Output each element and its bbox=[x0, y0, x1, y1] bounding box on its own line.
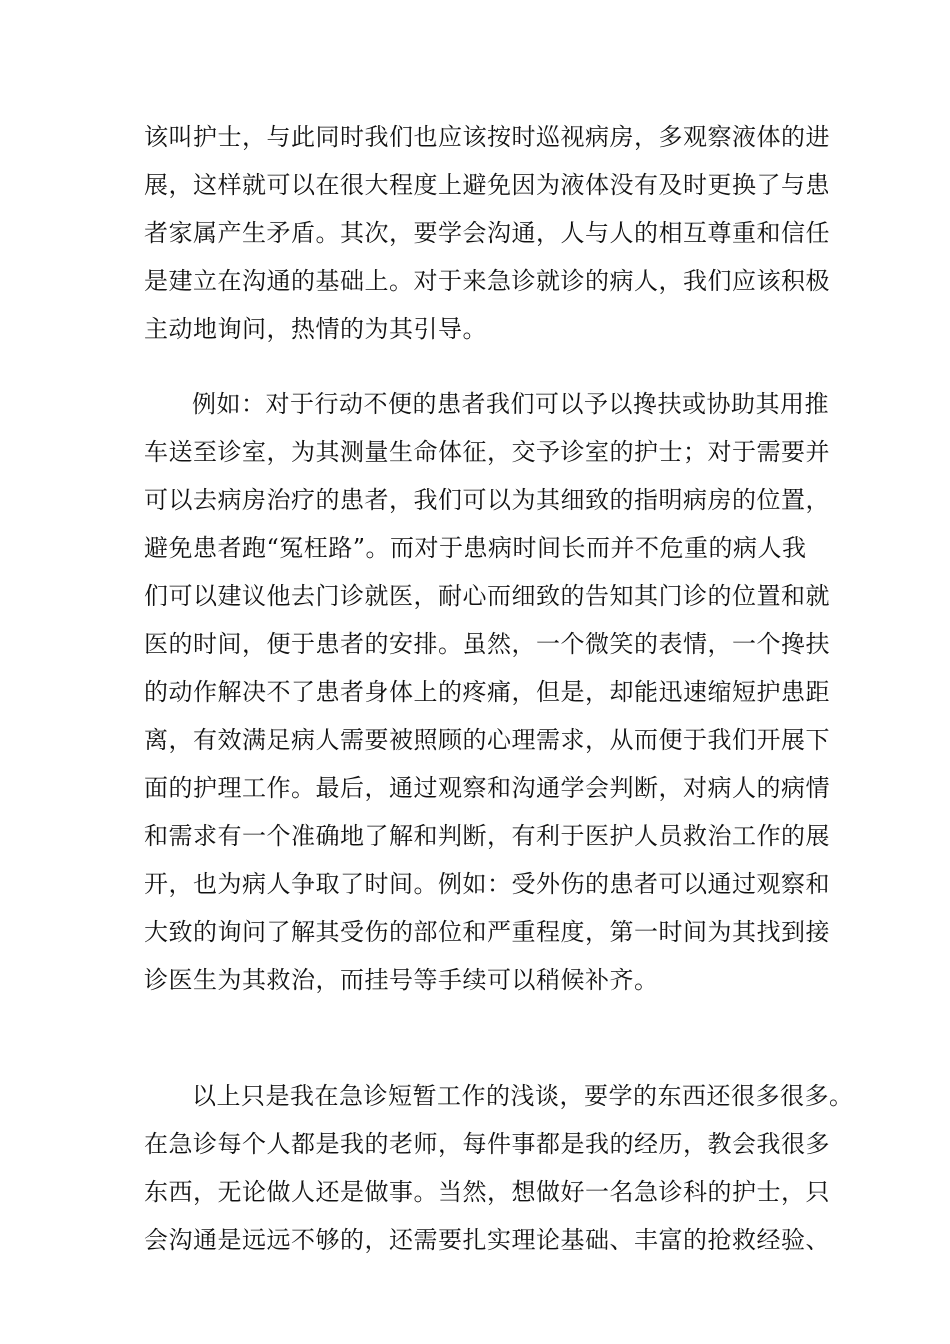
text-line: 以上只是我在急诊短暂工作的浅谈，要学的东西还很多很多。 bbox=[192, 1082, 854, 1110]
text-line: 可以去病房治疗的患者，我们可以为其细致的指明病房的位置， bbox=[144, 486, 830, 514]
text-line: 者家属产生矛盾。其次，要学会沟通，人与人的相互尊重和信任 bbox=[144, 219, 830, 247]
text-line: 会沟通是远远不够的，还需要扎实理论基础、丰富的抢救经验、 bbox=[144, 1226, 830, 1254]
text-line: 面的护理工作。最后，通过观察和沟通学会判断，对病人的病情 bbox=[144, 774, 830, 802]
text-line: 主动地询问，热情的为其引导。 bbox=[144, 315, 487, 343]
text-line: 们可以建议他去门诊就医，耐心而细致的告知其门诊的位置和就 bbox=[144, 582, 830, 610]
text-line: 避免患者跑“冤枉路”。而对于患病时间长而并不危重的病人我 bbox=[144, 534, 807, 562]
text-line: 在急诊每个人都是我的老师，每件事都是我的经历，教会我很多 bbox=[144, 1130, 830, 1158]
text-line: 例如：对于行动不便的患者我们可以予以搀扶或协助其用推 bbox=[192, 390, 829, 418]
text-line: 的动作解决不了患者身体上的疼痛，但是，却能迅速缩短护患距 bbox=[144, 678, 830, 706]
text-line: 大致的询问了解其受伤的部位和严重程度，第一时间为其找到接 bbox=[144, 918, 830, 946]
text-line: 诊医生为其救治，而挂号等手续可以稍候补齐。 bbox=[144, 966, 659, 994]
text-line: 离，有效满足病人需要被照顾的心理需求，从而便于我们开展下 bbox=[144, 726, 830, 754]
text-line: 开，也为病人争取了时间。例如：受外伤的患者可以通过观察和 bbox=[144, 870, 830, 898]
text-line: 是建立在沟通的基础上。对于来急诊就诊的病人，我们应该积极 bbox=[144, 267, 830, 295]
paragraph-3 bbox=[144, 1072, 854, 1264]
text-line: 展，这样就可以在很大程度上避免因为液体没有及时更换了与患 bbox=[144, 171, 830, 199]
text-line: 和需求有一个准确地了解和判断，有利于医护人员救治工作的展 bbox=[144, 822, 830, 850]
paragraph-1 bbox=[144, 113, 830, 353]
text-line: 医的时间，便于患者的安排。虽然，一个微笑的表情，一个搀扶 bbox=[144, 630, 830, 658]
text-line: 东西，无论做人还是做事。当然，想做好一名急诊科的护士，只 bbox=[144, 1178, 830, 1206]
text-line: 该叫护士，与此同时我们也应该按时巡视病房，多观察液体的进 bbox=[144, 123, 830, 151]
paragraph-2 bbox=[144, 380, 830, 1004]
text-line: 车送至诊室，为其测量生命体征，交予诊室的护士；对于需要并 bbox=[144, 438, 830, 466]
